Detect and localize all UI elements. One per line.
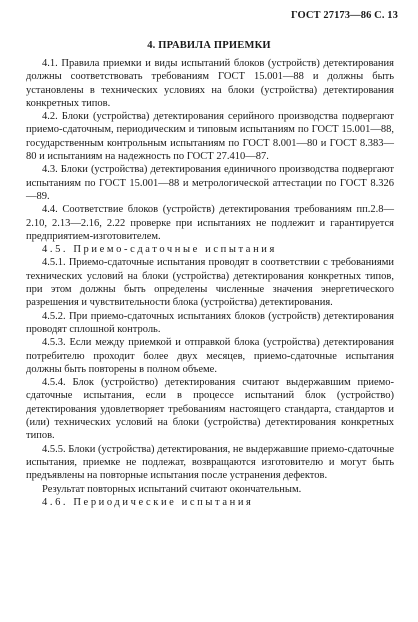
- paragraph-4-5-2: 4.5.2. При приемо-сдаточных испытаниях блоков (устройств) детектирования проводят сплошной контроль.: [26, 310, 394, 335]
- paragraph-4-4: 4.4. Соответствие блоков (устройств) детектирования требованиям пп.2.8—2.10, 2.13—2.16, 2.22 проверке при испытаниях не подлежит и гарантируется предприятием-изготовителем.: [26, 204, 394, 242]
- paragraph-result: Результат повторных испытаний считают окончательным.: [42, 483, 302, 495]
- paragraph-4-5-5: 4.5.5. Блоки (устройства) детектирования, не выдержавшие приемо-сдаточные испытания, приемке не подлежат, возвращаются изготовителю и могут быть предъявлены на повторные испытания после устранения дефектов.: [26, 443, 394, 482]
- subsection-heading-4-5: 4.5. Приемо-сдаточные испытания: [42, 244, 277, 256]
- running-header: ГОСТ 27173—86 С. 13: [290, 10, 398, 21]
- paragraph-4-1: 4.1. Правила приемки и виды испытаний блоков (устройств) детектирования должны соответствовать требованиям ГОСТ 15.001—88 и должны быть установлены в технических условиях на блоки (устройства) детектирования конкретных типов.: [26, 58, 394, 109]
- paragraph-4-5-4: 4.5.4. Блок (устройство) детектирования считают выдержавшим приемо-сдаточные испытания, если в процессе испытаний блок (устройство) детектирования удовлетворяет требованиям настоящего стандарта, стандартов и (или) технических условий на блоки (устройства) детектирования конкретных типов.: [26, 377, 394, 442]
- paragraph-4-2: 4.2. Блоки (устройства) детектирования серийного производства подвергают приемо-сдаточным, периодическим и типовым испытаниям по ГОСТ 15.001—88, государственным контрольным испытаниям по ГОСТ 8.001—80 и ГОСТ 8.383—80 и испытаниям на надежность по ГОСТ 27.410—87.: [26, 111, 394, 163]
- paragraph-4-5-1: 4.5.1. Приемо-сдаточные испытания проводят в соответствии с требованиями технических условий на блоки (устройства) детектирования конкретных типов, при этом должны быть определены численные значения энергетического разрешения и чувствительности блока (устройства) детектирования.: [26, 257, 394, 309]
- subsection-heading-4-6: 4.6. Периодические испытания: [42, 496, 254, 508]
- paragraph-4-3: 4.3. Блоки (устройства) детектирования единичного производства подвергают испытаниям по ГОСТ 15.001—88 и метрологической аттестации по ГОСТ 8.326—89.: [26, 164, 394, 202]
- paragraph-4-5-3: 4.5.3. Если между приемкой и отправкой блока (устройства) детектирования потребителю проходит более двух месяцев, приемо-сдаточные испытания должны быть повторены в полном объеме.: [26, 337, 394, 375]
- section-title: 4. ПРАВИЛА ПРИЕМКИ: [147, 40, 271, 51]
- body-text: [26, 57, 394, 509]
